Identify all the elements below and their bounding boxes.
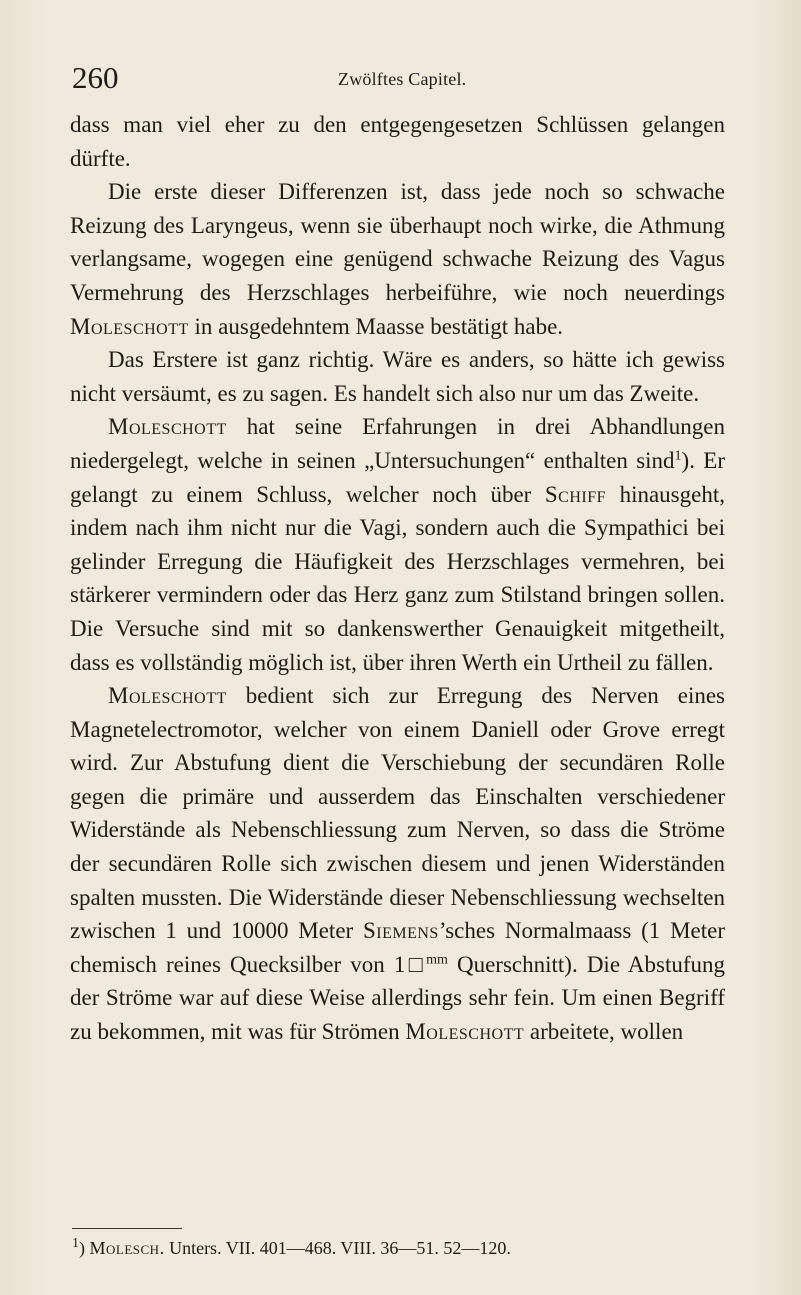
text-run: Querschnitt). Die Abstufung der Ströme war auf diese Weise allerdings sehr fein. Um einen Begriff zu bekommen, mit was für Strömen xyxy=(70,951,725,1045)
author-name: Moleschott xyxy=(108,683,227,709)
superscript: 1 xyxy=(674,448,682,464)
paragraph xyxy=(70,679,725,1049)
paragraph xyxy=(70,175,725,343)
text-run: hinausgeht, indem nach ihm nicht nur die Vagi, sondern auch die Sympathici bei gelinder Erregung die Häufigkeit des Herzschlages vermehren, bei stärkerer vermindern oder das Herz ganz zum Stilstand bringen sollen. Die Versuche sind mit so dankenswerther Genauigkeit mitgetheilt, dass es vollständig möglich ist, über ihren Werth ein Urtheil zu fällen. xyxy=(70,481,725,675)
footnote-author: Molesch. xyxy=(89,1238,165,1258)
text-run: Das Erstere ist ganz richtig. Wäre es anders, so hätte ich gewiss nicht versäumt, es zu sagen. Es handelt sich also nur um das Zweite. xyxy=(70,347,725,406)
text-run: arbeitete, wollen xyxy=(524,1019,684,1045)
text-run: ). Er gelangt zu einem Schluss, welcher noch über xyxy=(70,447,725,507)
text-run: dass man viel eher zu den entgegengesetzen Schlüssen gelangen dürfte. xyxy=(70,112,725,171)
author-name: Moleschott xyxy=(108,414,227,440)
page-number: 260 xyxy=(72,60,119,95)
author-name: Moleschott xyxy=(70,313,189,339)
text-run: hat seine Erfahrungen in drei Abhandlungen niedergelegt, welche in seinen „Untersuchungen“ enthalten sind xyxy=(70,414,725,473)
page-header xyxy=(0,58,801,98)
footnote-text: Unters. VII. 401—468. VIII. 36—51. 52—120. xyxy=(164,1238,511,1258)
footnote-rule xyxy=(72,1228,182,1229)
paragraph xyxy=(70,343,725,410)
text-run: Die erste dieser Differenzen ist, dass jede noch so schwache Reizung des Laryngeus, wenn sie überhaupt noch wirke, die Athmung verlangsame, wogegen eine genügend schwache Reizung des Vagus Vermehrung des Herzschlages herbeiführe, wie noch neuerdings xyxy=(70,179,725,305)
paragraph xyxy=(70,410,725,679)
footnote xyxy=(72,1236,722,1260)
footnote-marker: $^1$) xyxy=(72,1236,85,1258)
body-text xyxy=(70,108,725,1049)
superscript: mm xyxy=(426,952,448,968)
running-title: Zwölftes Capitel. xyxy=(338,69,467,89)
author-name: Moleschott xyxy=(405,1019,525,1045)
paragraph xyxy=(70,108,725,175)
author-name: Schiff xyxy=(544,481,607,507)
text-run: in ausgedehntem Maasse bestätigt habe. xyxy=(188,313,564,339)
text-run: ’sches Normalmaass (1 Meter chemisch reines Quecksilber von 1□ xyxy=(70,918,725,977)
text-run: bedient sich zur Erregung des Nerven eines Magnetelectromotor, welcher von einem Daniell oder Grove erregt wird. Zur Abstufung dient die Verschiebung der secundären Rolle gegen die primäre und ausserdem das Einschalten verschiedener Widerstände als Nebenschliessung zum Nerven, so dass die Ströme der secundären Rolle sich zwischen diesem und jenen Widerständen spalten mussten. Die Widerstände dieser Nebenschliessung wechselten zwischen 1 und 10000 Meter xyxy=(70,683,725,944)
author-name: Siemens xyxy=(362,918,439,944)
